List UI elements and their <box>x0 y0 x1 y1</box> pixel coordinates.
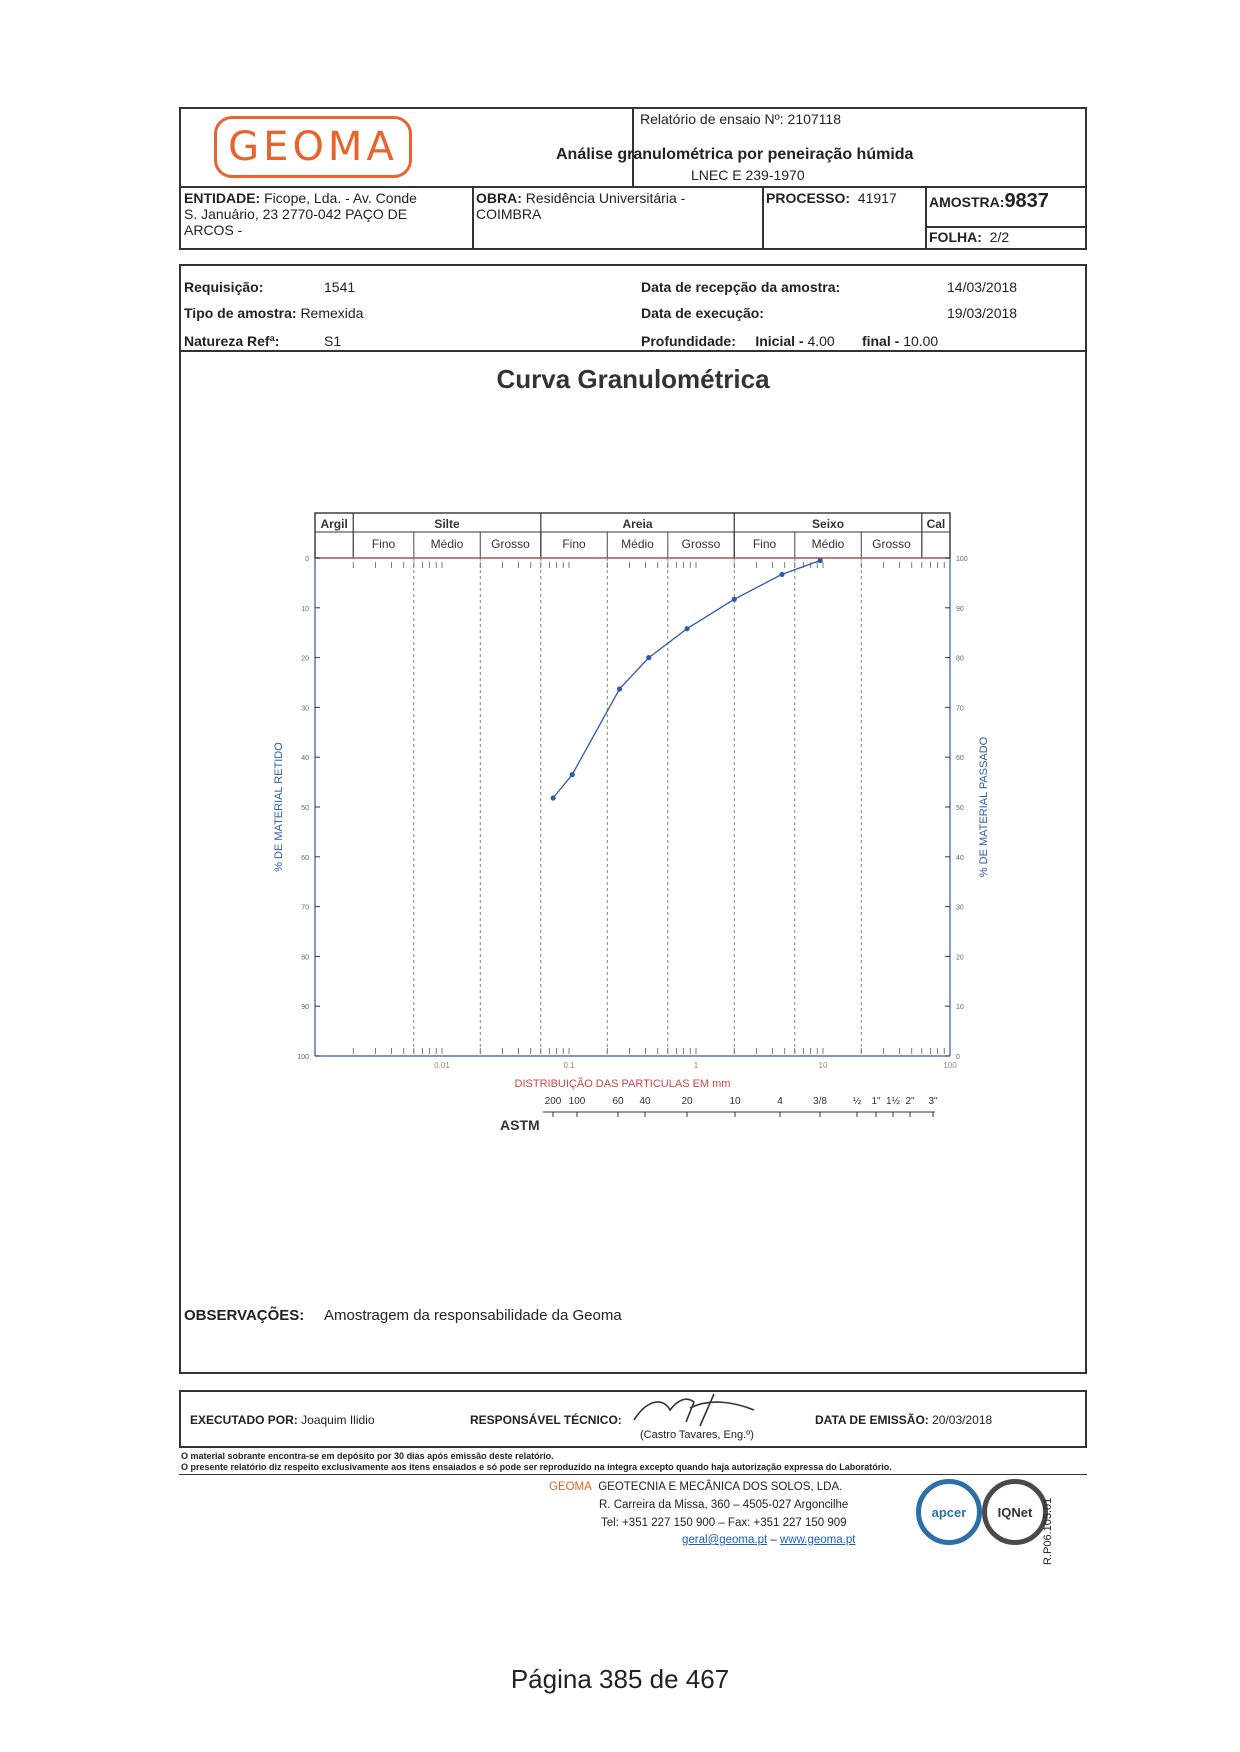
grading-curve-point <box>617 686 622 691</box>
y-left-tick-label: 70 <box>301 904 309 912</box>
signature-mark <box>630 1392 760 1428</box>
y-left-tick-label: 40 <box>301 755 309 763</box>
grading-curve-point <box>684 626 689 631</box>
x-tick-label: 0.01 <box>434 1061 450 1070</box>
class-label: Cal <box>926 517 946 531</box>
grading-curve-point <box>779 572 784 577</box>
y-left-tick-label: 50 <box>301 805 309 812</box>
y-left-tick-label: 100 <box>297 1054 309 1061</box>
responsavel-label: RESPONSÁVEL TÉCNICO: <box>470 1413 622 1427</box>
astm-sieve-label: 1½ <box>886 1096 900 1107</box>
observacoes-text: Amostragem da responsabilidade da Geoma <box>324 1307 622 1324</box>
apcer-seal: apcer <box>916 1479 982 1545</box>
execucao-label: Data de execução: <box>641 305 764 321</box>
astm-sieve-label: 3/8 <box>813 1096 827 1107</box>
astm-sieve-label: 60 <box>612 1096 624 1107</box>
astm-sieve-label: ½ <box>852 1096 862 1107</box>
document-code: R.P06.105.01 <box>1042 1497 1054 1565</box>
x-axis-label: DISTRIBUIÇÃO DAS PARTICULAS EM mm <box>514 1078 731 1090</box>
subclass-label: Médio <box>811 537 845 551</box>
y-right-tick-label: 10 <box>956 1004 964 1012</box>
obra-block: OBRA: Residência Universitária - COIMBRA <box>476 190 686 222</box>
company-address: R. Carreira da Missa, 360 – 4505-027 Argoncilhe <box>599 1499 849 1511</box>
class-label: Areia <box>622 517 653 531</box>
natureza-row: Natureza Refª: S1 <box>184 333 342 349</box>
recepcao-label: Data de recepção da amostra: <box>641 279 841 295</box>
y-left-tick-label: 60 <box>301 854 309 862</box>
y-right-tick-label: 20 <box>956 954 964 962</box>
grading-curve-point <box>818 558 823 563</box>
x-tick-label: 10 <box>818 1061 828 1070</box>
y-left-tick-label: 30 <box>301 705 309 713</box>
x-tick-label: 1 <box>693 1061 699 1070</box>
email-link[interactable]: geral@geoma.pt <box>682 1534 768 1546</box>
emissao-row: DATA DE EMISSÃO: 20/03/2018 <box>815 1413 993 1427</box>
subclass-label: Fino <box>371 537 396 551</box>
note-reproduction: O presente relatório diz respeito exclusivamente aos itens ensaiados e só pode ser reproduzido na íntegra excepto quando haja autorização expressa do Laboratório. <box>181 1462 892 1472</box>
page-number: Página 385 de 467 <box>510 1664 730 1694</box>
iqnet-seal: IQNet <box>982 1479 1048 1545</box>
amostra-block: AMOSTRA:9837 <box>929 190 1049 212</box>
y-right-tick-label: 30 <box>956 904 964 912</box>
chart-title: Curva Granulométrica <box>496 364 770 394</box>
subclass-label: Médio <box>621 537 654 551</box>
y-left-tick-label: 90 <box>301 1004 309 1012</box>
x-tick-label: 100 <box>943 1061 957 1070</box>
subclass-label: Grosso <box>872 537 911 551</box>
folha-block: FOLHA: 2/2 <box>929 229 1010 245</box>
astm-sieve-label: 3" <box>928 1096 938 1107</box>
company-name-line: GEOMA GEOTECNIA E MECÂNICA DOS SOLOS, LDA. <box>549 1481 843 1493</box>
processo-block: PROCESSO: 41917 <box>766 190 897 206</box>
y-left-tick-label: 10 <box>301 605 309 613</box>
y-left-axis-label: % DE MATERIAL RETIDO <box>273 742 285 872</box>
y-right-tick-label: 60 <box>956 755 964 763</box>
astm-sieve-label: 200 <box>544 1096 562 1107</box>
y-right-tick-label: 80 <box>956 655 964 663</box>
grading-curve-line <box>553 561 820 799</box>
astm-sieve-label: 2" <box>905 1096 915 1107</box>
executado-row: EXECUTADO POR: Joaquim Ilidio <box>190 1413 375 1427</box>
responsavel-name: (Castro Tavares, Eng.º) <box>640 1429 754 1441</box>
astm-sieve-label: 10 <box>729 1096 741 1107</box>
y-left-tick-label: 0 <box>305 556 309 563</box>
grading-curve-point <box>551 795 556 800</box>
y-right-tick-label: 90 <box>956 605 964 613</box>
geoma-logo: GEOMA <box>214 116 412 178</box>
y-right-tick-label: 40 <box>956 854 964 862</box>
execucao-value: 19/03/2018 <box>947 305 1018 321</box>
entidade-block: ENTIDADE: Ficope, Lda. - Av. Conde S. Januário, 23 2770-042 PAÇO DE ARCOS - <box>184 190 417 238</box>
y-right-tick-label: 0 <box>956 1054 960 1061</box>
company-web-line: geral@geoma.pt – www.geoma.pt <box>682 1534 856 1546</box>
y-right-tick-label: 100 <box>956 556 968 563</box>
report-title: Análise granulométrica por peneiração húmida <box>556 146 914 163</box>
subclass-label: Grosso <box>491 537 530 551</box>
astm-sieve-label: 4 <box>777 1096 783 1107</box>
class-label: Silte <box>434 517 460 531</box>
company-phone: Tel: +351 227 150 900 – Fax: +351 227 150 909 <box>601 1517 847 1529</box>
x-tick-label: 0.1 <box>563 1061 575 1070</box>
grading-curve-point <box>570 772 575 777</box>
y-left-tick-label: 80 <box>301 954 309 962</box>
astm-sieve-label: 1" <box>871 1096 881 1107</box>
report-number: Relatório de ensaio Nº: 2107118 <box>640 111 841 127</box>
recepcao-value: 14/03/2018 <box>947 279 1018 295</box>
astm-sieve-label: 20 <box>681 1096 693 1107</box>
y-right-axis-label: % DE MATERIAL PASSADO <box>978 736 990 878</box>
y-left-tick-label: 20 <box>301 655 309 663</box>
astm-sieve-label: 100 <box>568 1096 586 1107</box>
class-label: Seixo <box>812 517 845 531</box>
website-link[interactable]: www.geoma.pt <box>780 1534 856 1546</box>
observacoes-label: OBSERVAÇÕES: <box>184 1307 305 1324</box>
subclass-label: Médio <box>430 537 464 551</box>
astm-sieve-label: 40 <box>639 1096 651 1107</box>
tipo-row: Tipo de amostra: Remexida <box>184 305 364 321</box>
note-deposit: O material sobrante encontra-se em depósito por 30 dias após emissão deste relatório. <box>181 1451 554 1461</box>
grading-curve-point <box>732 597 737 602</box>
profundidade-row: Profundidade: Inicial - 4.00 final - 10.00 <box>641 333 939 349</box>
y-right-tick-label: 50 <box>956 805 964 812</box>
astm-label: ASTM <box>500 1117 540 1133</box>
subclass-label: Fino <box>562 537 586 551</box>
norm-reference: LNEC E 239-1970 <box>691 167 805 183</box>
y-right-tick-label: 70 <box>956 705 964 713</box>
subclass-label: Grosso <box>681 537 721 551</box>
grading-curve-point <box>646 655 651 660</box>
class-label: Argil <box>320 517 348 531</box>
subclass-label: Fino <box>752 537 777 551</box>
requisicao-row: Requisição: 1541 <box>184 279 356 295</box>
